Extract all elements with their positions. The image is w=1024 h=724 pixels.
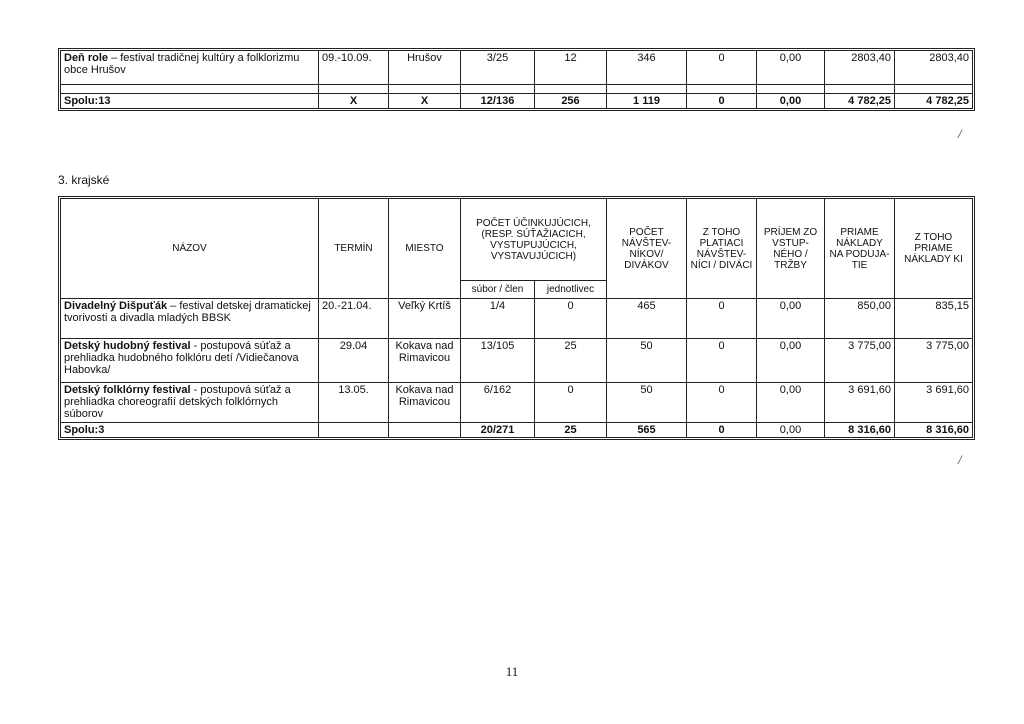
event-visitors: 465 <box>607 299 687 339</box>
event-visitors: 50 <box>607 339 687 383</box>
table-row <box>61 299 973 339</box>
total-paying: 0 <box>687 423 757 438</box>
header-place: MIESTO <box>389 199 461 299</box>
table-spacer <box>61 85 973 94</box>
total-term <box>319 423 389 438</box>
header-performers: POČET ÚČINKUJÚCICH, (RESP. SÚŤAŽIACICH, VYSTUPUJÚCICH, VYSTAVUJÚCICH) <box>461 199 607 281</box>
event-term: 09.-10.09. <box>319 51 389 85</box>
event-ki-costs: 3 691,60 <box>895 383 973 423</box>
event-individual: 0 <box>535 383 607 423</box>
header-name: NÁZOV <box>61 199 319 299</box>
event-name <box>61 299 319 339</box>
total-label: Spolu:3 <box>61 423 319 438</box>
event-income: 0,00 <box>757 339 825 383</box>
table-row <box>61 383 973 423</box>
event-individual: 25 <box>535 339 607 383</box>
event-place: Veľký Krtíš <box>389 299 461 339</box>
event-name-bold: Detský hudobný festival <box>64 340 191 352</box>
header-visitors: POČET NÁVŠTEV-NÍKOV/ DIVÁKOV <box>607 199 687 299</box>
total-ki-costs: 8 316,60 <box>895 423 973 438</box>
total-row <box>61 94 973 109</box>
event-paying: 0 <box>687 383 757 423</box>
event-paying: 0 <box>687 51 757 85</box>
event-name <box>61 339 319 383</box>
event-ki-costs: 835,15 <box>895 299 973 339</box>
event-ki-costs: 2803,40 <box>895 51 973 85</box>
event-paying: 0 <box>687 339 757 383</box>
header-income: PRÍJEM ZO VSTUP-NÉHO / TRŽBY <box>757 199 825 299</box>
event-ensemble-member: 1/4 <box>461 299 535 339</box>
event-term: 13.05. <box>319 383 389 423</box>
event-visitors: 346 <box>607 51 687 85</box>
header-ki-costs: Z TOHO PRIAME NÁKLADY KI <box>895 199 973 299</box>
event-direct-costs: 3 775,00 <box>825 339 895 383</box>
event-paying: 0 <box>687 299 757 339</box>
event-name-bold: Detský folklórny festival <box>64 384 191 396</box>
event-name-rest: - postupová súťaž a prehliadka hudobného folklóru detí /Vidiečanova Habovka/ <box>64 340 299 376</box>
event-place: Kokava nad Rimavicou <box>389 383 461 423</box>
event-direct-costs: 2803,40 <box>825 51 895 85</box>
section-title: 3. krajské <box>58 173 110 187</box>
event-income: 0,00 <box>757 383 825 423</box>
header-ensemble-member: súbor / člen <box>461 281 535 299</box>
event-individual: 12 <box>535 51 607 85</box>
event-income: 0,00 <box>757 299 825 339</box>
total-income: 0,00 <box>757 423 825 438</box>
event-name-bold: Divadelný Dišpuťák <box>64 300 168 312</box>
total-ensemble-member: 12/136 <box>461 94 535 109</box>
event-place: Kokava nad Rimavicou <box>389 339 461 383</box>
header-term: TERMÍN <box>319 199 389 299</box>
event-name <box>61 383 319 423</box>
total-place: X <box>389 94 461 109</box>
total-ki-costs: 4 782,25 <box>895 94 973 109</box>
event-name-bold: Deň role <box>64 52 109 64</box>
event-place: Hrušov <box>389 51 461 85</box>
event-ensemble-member: 13/105 <box>461 339 535 383</box>
header-individual: jednotlivec <box>535 281 607 299</box>
event-direct-costs: 850,00 <box>825 299 895 339</box>
total-row <box>61 423 973 438</box>
total-label: Spolu:13 <box>61 94 319 109</box>
event-term: 29.04 <box>319 339 389 383</box>
check-mark-icon: / <box>958 452 962 467</box>
total-direct-costs: 8 316,60 <box>825 423 895 438</box>
event-individual: 0 <box>535 299 607 339</box>
event-ensemble-member: 6/162 <box>461 383 535 423</box>
total-visitors: 565 <box>607 423 687 438</box>
total-visitors: 1 119 <box>607 94 687 109</box>
event-direct-costs: 3 691,60 <box>825 383 895 423</box>
event-name-rest: – festival detskej dramatickej tvorivosti a divadla mladých BBSK <box>64 300 311 324</box>
event-name-rest: - postupová súťaž a prehliadka choreografií detských folklórnych súborov <box>64 384 291 420</box>
total-term: X <box>319 94 389 109</box>
total-individual: 25 <box>535 423 607 438</box>
event-term: 20.-21.04. <box>319 299 389 339</box>
total-individual: 256 <box>535 94 607 109</box>
header-paying: Z TOHO PLATIACI NÁVŠTEV-NÍCI / DIVÁCI <box>687 199 757 299</box>
event-name <box>61 51 319 85</box>
regional-events-table <box>60 198 973 438</box>
header-direct-costs: PRIAME NÁKLADY NA PODUJA-TIE <box>825 199 895 299</box>
event-ki-costs: 3 775,00 <box>895 339 973 383</box>
top-events-table <box>60 50 973 109</box>
event-visitors: 50 <box>607 383 687 423</box>
table-row <box>61 339 973 383</box>
total-direct-costs: 4 782,25 <box>825 94 895 109</box>
event-income: 0,00 <box>757 51 825 85</box>
header-row <box>61 199 973 281</box>
event-ensemble-member: 3/25 <box>461 51 535 85</box>
check-mark-icon: / <box>958 126 962 141</box>
total-place <box>389 423 461 438</box>
event-name-rest: – festival tradičnej kultúry a folklorizmu obce Hrušov <box>64 52 300 76</box>
total-paying: 0 <box>687 94 757 109</box>
page-number: 11 <box>505 664 519 679</box>
table-row <box>61 51 973 85</box>
total-income: 0,00 <box>757 94 825 109</box>
total-ensemble-member: 20/271 <box>461 423 535 438</box>
